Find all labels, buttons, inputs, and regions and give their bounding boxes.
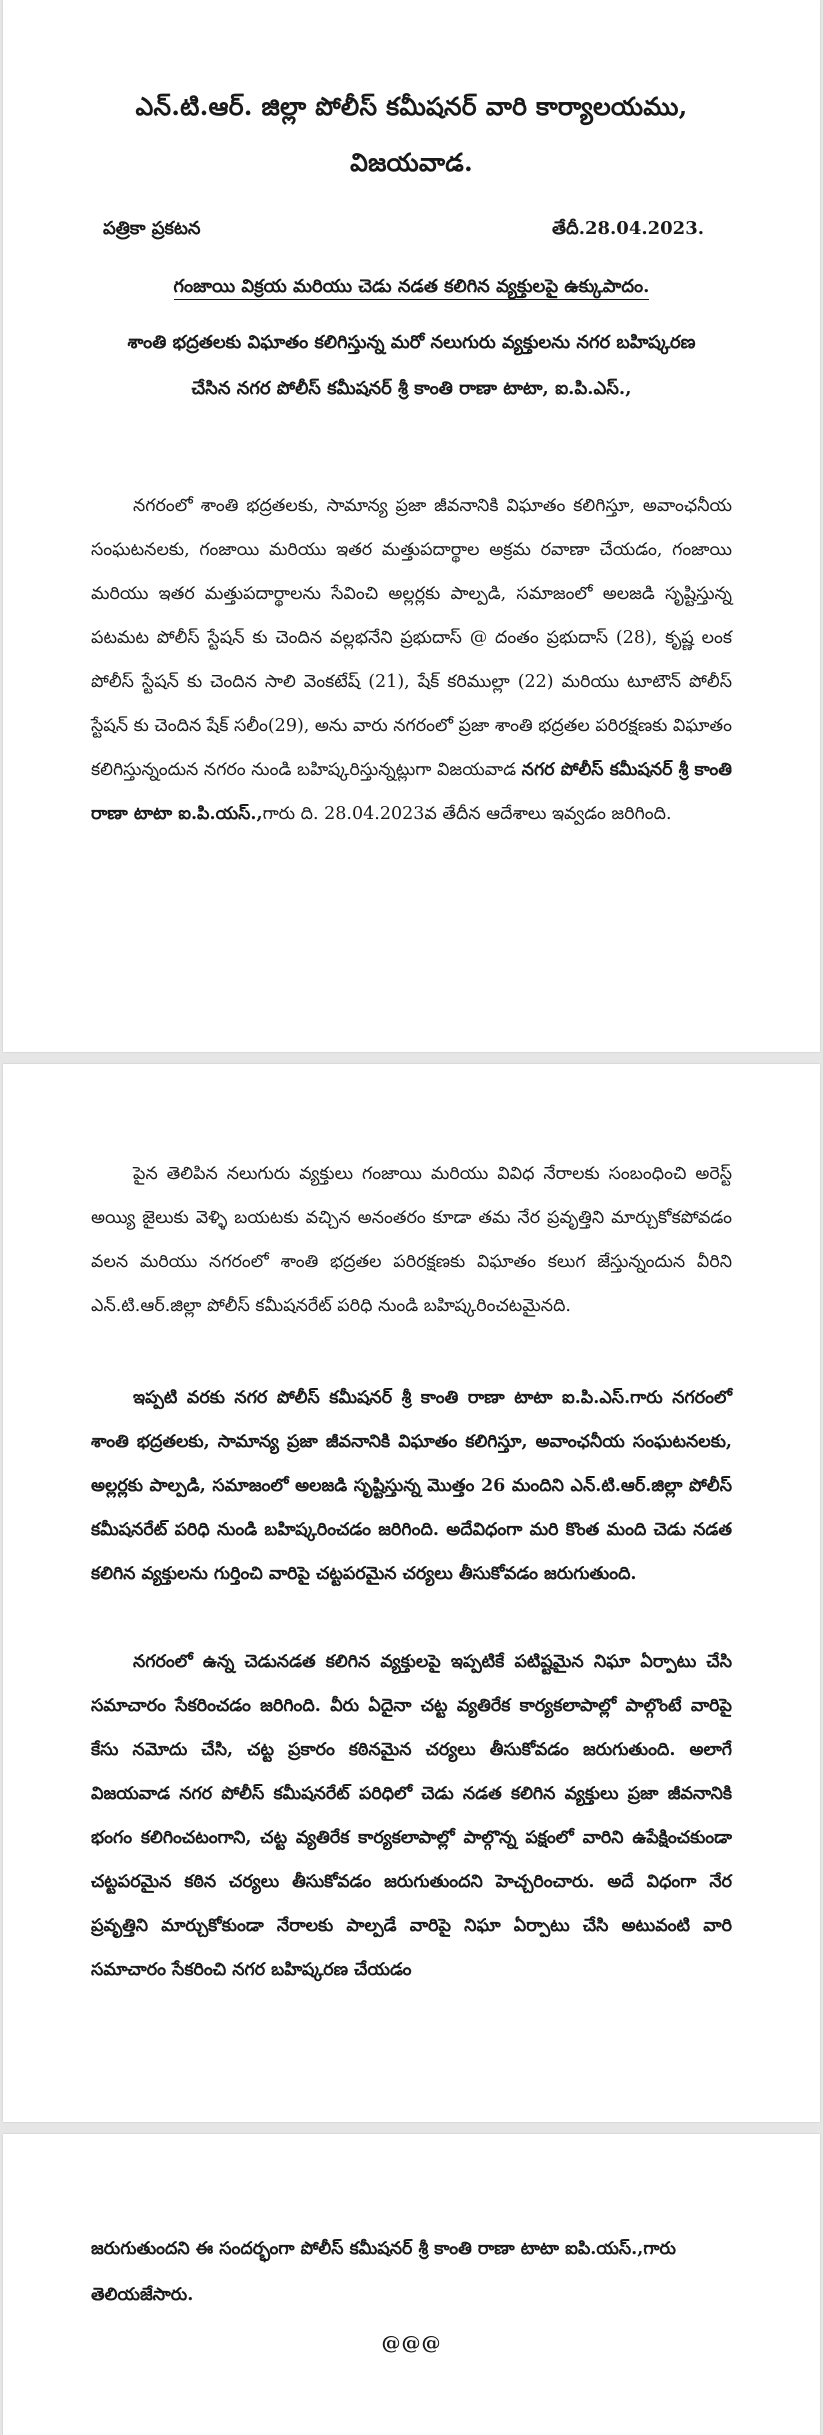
page1-paragraph-end: గారు ది. 28.04.2023వ తేదీన ఆదేశాలు ఇవ్వడం జరిగింది. bbox=[262, 804, 672, 824]
subject-text: గంజాయి విక్రయ మరియు చెడు నడత కలిగిన వ్యక్తులపై ఉక్కుపాదం. bbox=[174, 276, 650, 300]
page2-paragraph-3: నగరంలో ఉన్న చెడునడత కలిగిన వ్యక్తులపై ఇప్పటికే పటిష్టమైన నిఘా ఏర్పాటు చేసి సమాచారం సేకరించడం జరిగింది. వీరు ఏదైనా చట్ట వ్యతిరేక కార్యకలాపాల్లో పాల్గొంటే వారిపై కేసు నమోదు చేసి, చట్ట ప్రకారం కఠినమైన చర్యలు తీసుకోవడం జరుగుతుంది. అలాగే విజయవాడ నగర పోలీస్ కమీషనరేట్ పరిధిలో చెడు నడత కలిగిన వ్యక్తులు ప్రజా జీవనానికి భంగం కలిగించటంగాని, చట్ట వ్యతిరేక కార్యకలాపాల్లో పాల్గొన్న పక్షంలో వారిని ఉపేక్షించకుండా చట్టపరమైన కఠిన చర్యలు తీసుకోవడం జరుగుతుందని హెచ్చరించారు. అదే విధంగా నేర ప్రవృత్తిని మార్చుకోకుండా నేరాలకు పాల్పడే వారిపై నిఘా ఏర్పాటు చేసి అటువంటి వారి సమాచారం సేకరించి నగర బహిష్కరణ చేయడం bbox=[91, 1652, 732, 1980]
document-page-1 bbox=[3, 0, 820, 1052]
sub-heading-line-2: చేసిన నగర పోలీస్ కమీషనర్ శ్రీ కాంతి రాణా టాటా, ఐ.పి.ఎస్., bbox=[191, 378, 632, 399]
page1-paragraph bbox=[91, 484, 732, 836]
press-release-label: పత్రికా ప్రకటన bbox=[103, 218, 201, 239]
page2-paragraph-1: పైన తెలిపిన నలుగురు వ్యక్తులు గంజాయి మరియు వివిధ నేరాలకు సంబంధించి అరెస్ట్ అయ్యి జైలుకు వెళ్ళి బయటకు వచ్చిన అనంతరం కూడా తమ నేర ప్రవృత్తిని మార్చుకోకపోవడం వలన మరియు నగరంలో శాంతి భద్రతల పరిరక్షణకు విఘాతం కలుగ జేస్తున్నందున వీరిని ఎన్.టి.ఆర్.జిల్లా పోలీస్ కమీషనరేట్ పరిధి నుండి బహిష్కరించటమైనది. bbox=[91, 1164, 732, 1316]
page2-paragraph-2: ఇప్పటి వరకు నగర పోలీస్ కమీషనర్ శ్రీ కాంతి రాణా టాటా ఐ.పి.ఎస్.గారు నగరంలో శాంతి భద్రతలకు, సామాన్య ప్రజా జీవనానికి విఘాతం కలిగిస్తూ, అవాంఛనీయ సంఘటనలకు, అల్లర్లకు పాల్పడి, సమాజంలో అలజడి సృష్టిస్తున్న మొత్తం 26 మందిని ఎన్.టి.ఆర్.జిల్లా పోలీస్ కమీషనరేట్ పరిధి నుండి బహిష్కరించడం జరిగింది. అదేవిధంగా మరి కొంత మంది చెడు నడత కలిగిన వ్యక్తులను గుర్తించి వారిపై చట్టపరమైన చర్యలు తీసుకోవడం జరుగుతుంది. bbox=[91, 1388, 732, 1584]
office-title: ఎన్.టి.ఆర్. జిల్లా పోలీస్ కమీషనర్ వారి కార్యాలయము, bbox=[135, 92, 688, 121]
subject-line bbox=[3, 276, 820, 301]
page3-paragraph: జరుగుతుందని ఈ సందర్భంగా పోలీస్ కమీషనర్ శ్రీ కాంతి రాణా టాటా ఐపి.యస్.,గారు తెలియజేసారు. bbox=[91, 2239, 676, 2305]
document-page-2 bbox=[3, 1064, 820, 2122]
office-city: విజయవాడ. bbox=[350, 148, 473, 177]
press-date: తేదీ.28.04.2023. bbox=[552, 218, 704, 239]
document-page-3 bbox=[3, 2134, 820, 2435]
page1-paragraph-text: నగరంలో శాంతి భద్రతలకు, సామాన్య ప్రజా జీవనానికి విఘాతం కలిగిస్తూ, అవాంఛనీయ సంఘటనలకు, గంజాయి మరియు ఇతర మత్తుపదార్థాల అక్రమ రవాణా చేయడం, గంజాయి మరియు ఇతర మత్తుపదార్థాలను సేవించి అల్లర్లకు పాల్పడి, సమాజంలో అలజడి సృష్టిస్తున్న పటమట పోలీస్ స్టేషన్ కు చెందిన వల్లభనేని ప్రభుదాస్ @ దంతం ప్రభుదాస్ (28), కృష్ణ లంక పోలీస్ స్టేషన్ కు చెందిన సాలి వెంకటేష్ (21), షేక్ కరిముల్లా (22) మరియు టూటౌన్ పోలీస్ స్టేషన్ కు చెందిన షేక్ సలీం(29), అను వారు నగరంలో ప్రజా శాంతి భద్రతల పరిరక్షణకు విఘాతం కలిగిస్తున్నందున నగరం నుండి బహిష్కరిస్తున్నట్లుగా విజయవాడ bbox=[91, 496, 732, 780]
sub-heading-line-1: శాంతి భద్రతలకు విఘాతం కలిగిస్తున్న మరో నలుగురు వ్యక్తులను నగర బహిష్కరణ bbox=[127, 332, 696, 353]
page1-paragraph-bold: నగర పోలీస్ కమీషనర్ శ్రీ కాంతి రాణా టాటా ఐ.పి.యస్., bbox=[91, 760, 732, 824]
closing-mark: @@@ bbox=[381, 2332, 442, 2354]
